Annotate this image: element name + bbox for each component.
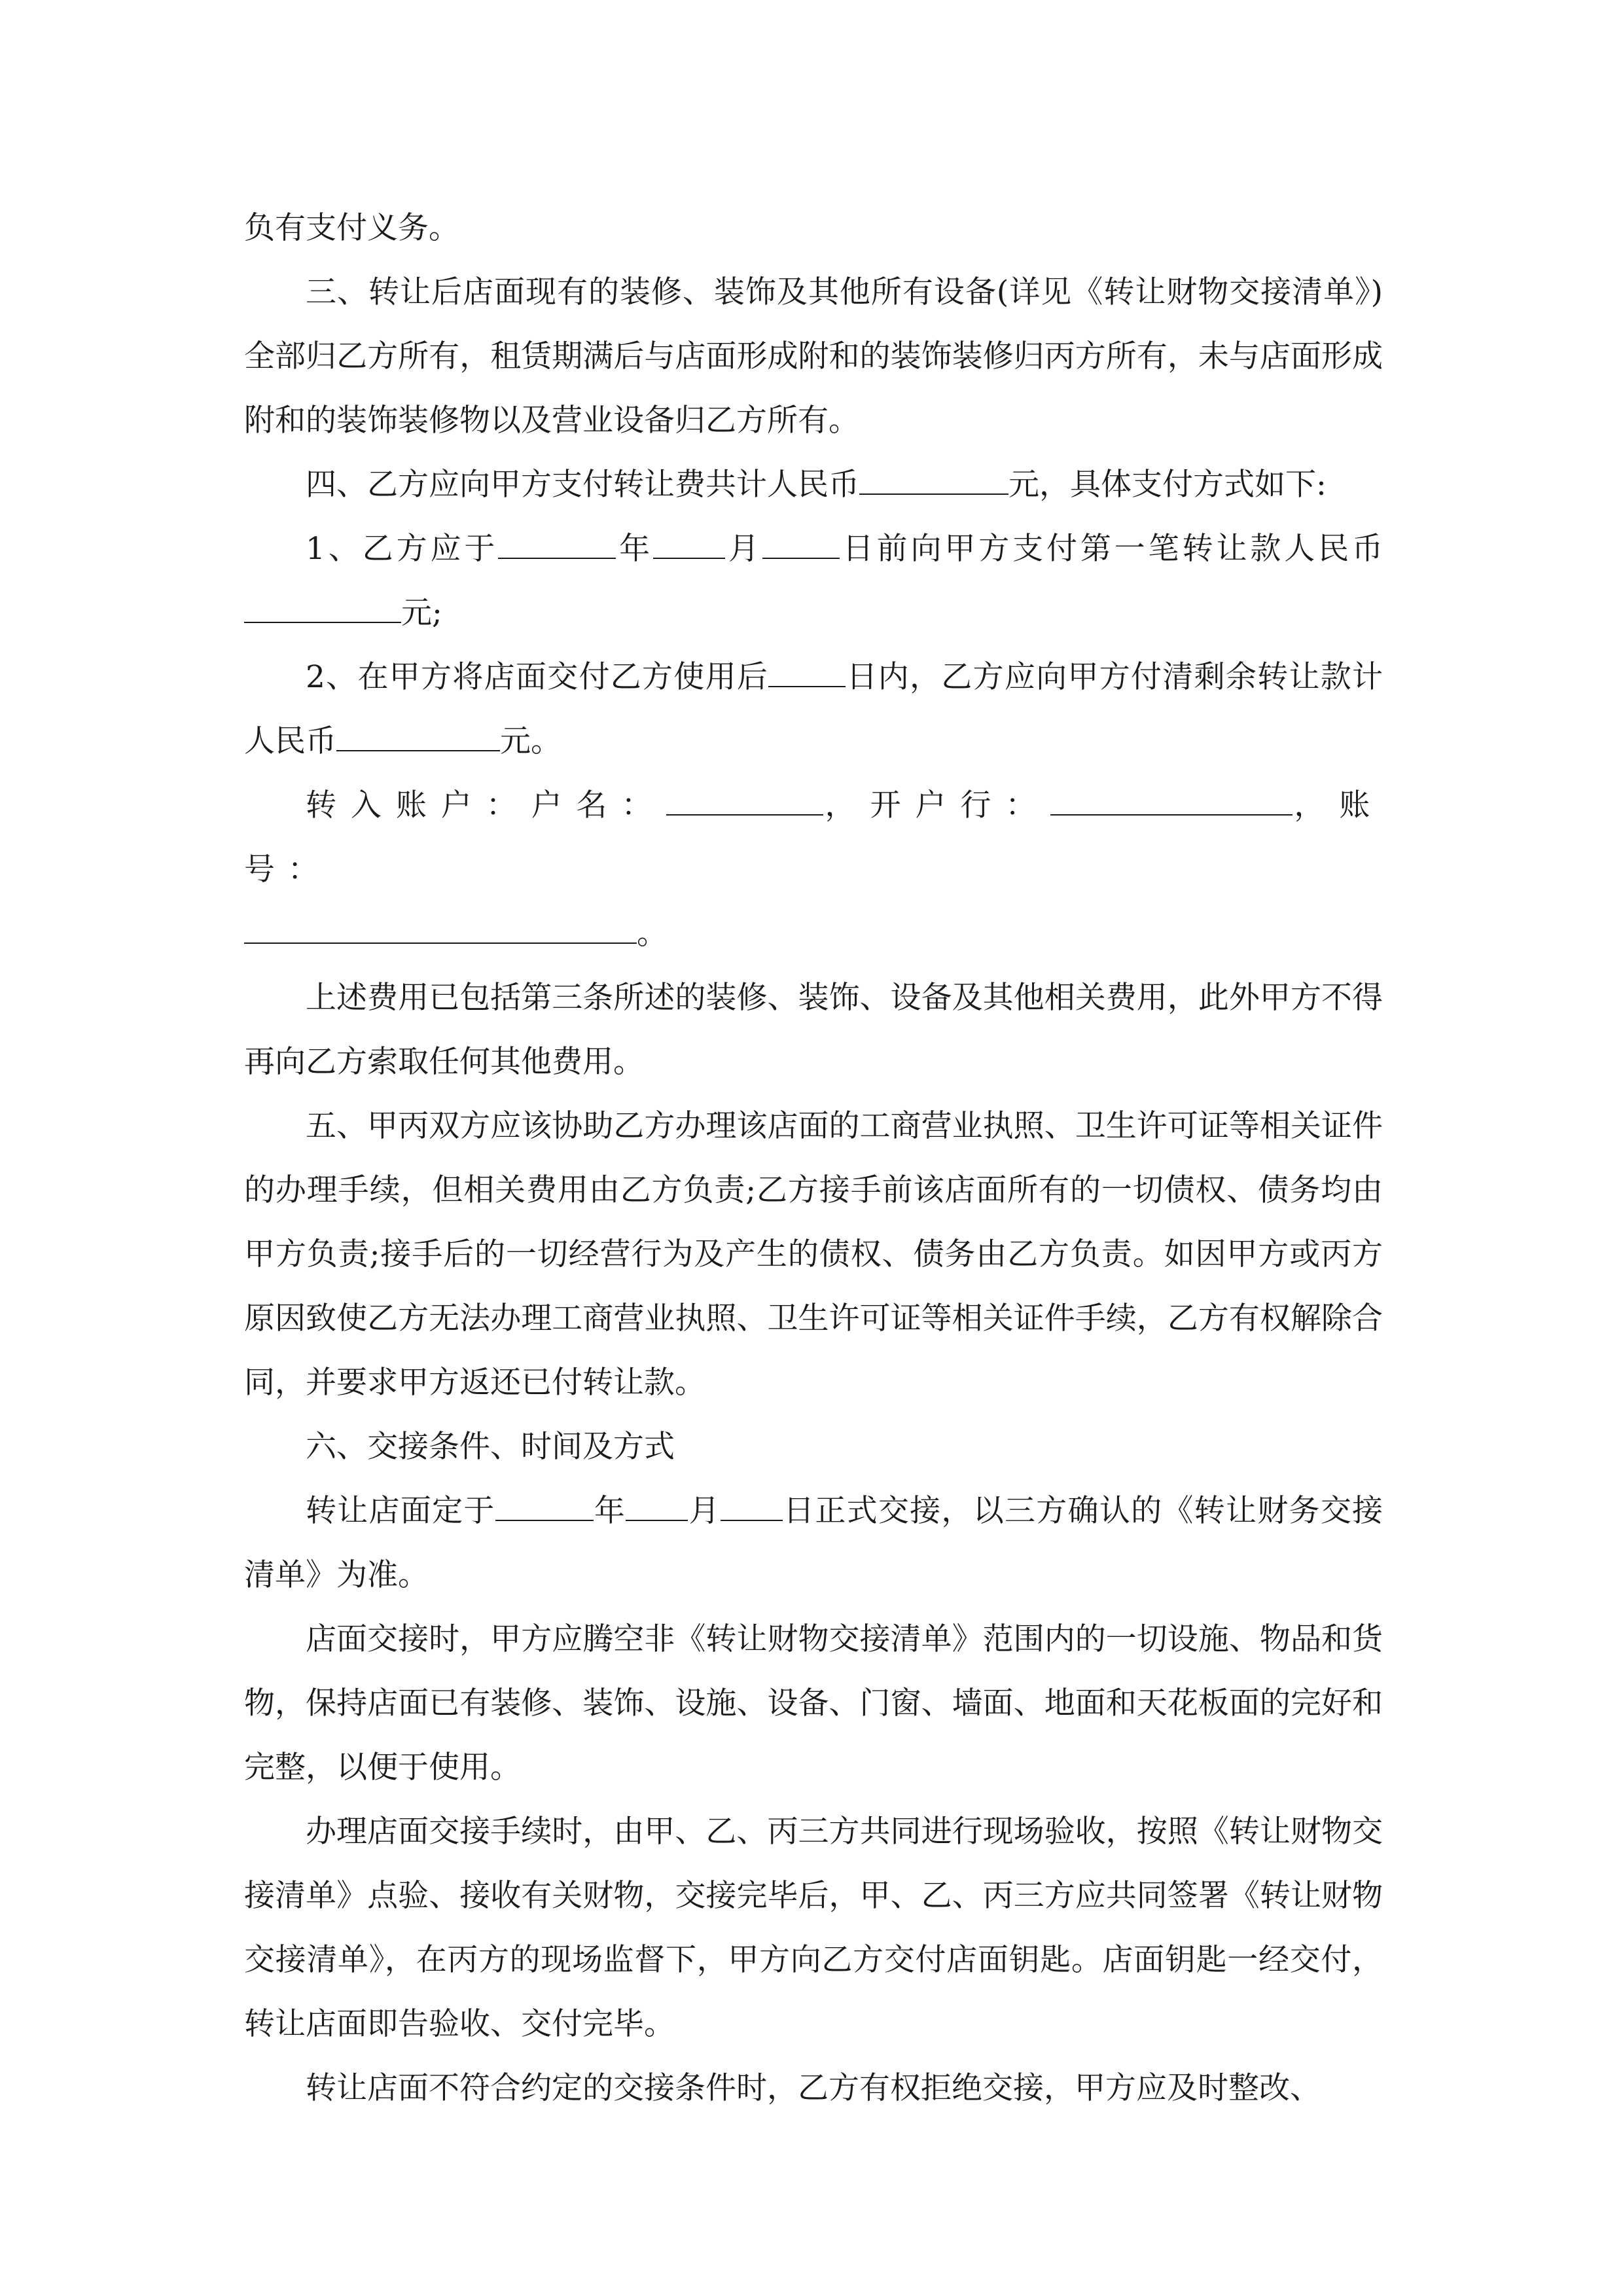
text: 三、转让后店面现有的装修、装饰及其他所有设备(详见《转让财物交接清单》)全部归乙方所有，租赁期满后与店面形成附和的装饰装修归丙方所有，未与店面形成附和的装饰装修物以及营业设备归乙方所有。 xyxy=(244,274,1383,439)
paragraph-handover-refusal xyxy=(244,2056,1383,2121)
fill-blank-remaining-amount[interactable] xyxy=(336,723,500,751)
fill-blank-month[interactable] xyxy=(653,530,725,559)
text: 负有支付义务。 xyxy=(244,210,459,246)
fill-blank-day[interactable] xyxy=(762,530,840,559)
text: 日正式交接，以三方确认的《转让财务交接清单》为准。 xyxy=(244,1493,1383,1593)
fill-blank-account-name[interactable] xyxy=(666,787,823,816)
paragraph-handover-date xyxy=(244,1479,1383,1607)
contract-body xyxy=(244,196,1383,2121)
fill-blank-account-number[interactable] xyxy=(244,915,637,944)
paragraph-payment-obligation xyxy=(244,196,1383,260)
text: 年 xyxy=(616,531,654,567)
text: 四、乙方应向甲方支付转让费共计人民币 xyxy=(306,467,859,503)
paragraph-clause-4-item-1 xyxy=(244,517,1383,645)
text: 元，具体支付方式如下: xyxy=(1008,467,1327,503)
fill-blank-handover-month[interactable] xyxy=(626,1492,688,1521)
text: 五、甲丙双方应该协助乙方办理该店面的工商营业执照、卫生许可证等相关证件的办理手续，但相关费用由乙方负责;乙方接手前该店面所有的一切债权、债务均由甲方负责;接手后的一切经营行为及产生的债权、债务由乙方负责。如因甲方或丙方原因致使乙方无法办理工商营业执照、卫生许可证等相关证件手续，乙方有权解除合同，并要求甲方返还已付转让款。 xyxy=(244,1108,1383,1401)
fill-blank-year[interactable] xyxy=(498,530,616,559)
text: 年 xyxy=(593,1493,626,1529)
text: 店面交接时，甲方应腾空非《转让财物交接清单》范围内的一切设施、物品和货物，保持店面已有装修、装饰、设施、设备、门窗、墙面、地面和天花板面的完好和完整，以便于使用。 xyxy=(244,1621,1383,1785)
fill-blank-first-payment[interactable] xyxy=(244,594,401,623)
paragraph-handover-requirements xyxy=(244,1607,1383,1800)
text: 上述费用已包括第三条所述的装修、装饰、设备及其他相关费用，此外甲方不得再向乙方索取任何其他费用。 xyxy=(244,980,1383,1080)
paragraph-handover-procedure xyxy=(244,1800,1383,2056)
paragraph-clause-4-item-2 xyxy=(244,645,1383,774)
text: 日内，乙方应向甲方付清剩余转让款计人民币 xyxy=(244,659,1383,759)
fill-blank-handover-year[interactable] xyxy=(495,1492,594,1521)
fill-blank-bank[interactable] xyxy=(1050,787,1293,816)
fill-blank-handover-day[interactable] xyxy=(721,1492,783,1521)
text: 转让店面不符合约定的交接条件时，乙方有权拒绝交接，甲方应及时整改、 xyxy=(306,2070,1321,2106)
text: 2、在甲方将店面交付乙方使用后 xyxy=(306,659,769,695)
text: 1、乙方应于 xyxy=(306,531,499,567)
text: 办理店面交接手续时，由甲、乙、丙三方共同进行现场验收，按照《转让财物交接清单》点验、接收有关财物，交接完毕后，甲、乙、丙三方应共同签署《转让财物交接清单》，在丙方的现场监督下，甲方向乙方交付店面钥匙。店面钥匙一经交付，转让店面即告验收、交付完毕。 xyxy=(244,1814,1383,2042)
text: 日前向甲方支付第一笔转让款人民币 xyxy=(839,531,1383,567)
text: ，开户行： xyxy=(823,787,1051,823)
paragraph-account-info xyxy=(244,774,1383,966)
fill-blank-days[interactable] xyxy=(768,658,846,687)
text: 月 xyxy=(688,1493,721,1529)
text: 转让店面定于 xyxy=(306,1493,495,1529)
paragraph-fee-note xyxy=(244,966,1383,1094)
text: 元; xyxy=(401,595,442,631)
text: 元。 xyxy=(500,723,562,759)
text: ，账号： xyxy=(244,787,1383,888)
paragraph-clause-5 xyxy=(244,1094,1383,1415)
paragraph-clause-4 xyxy=(244,453,1383,517)
fill-blank-amount[interactable] xyxy=(859,466,1008,495)
text: 月 xyxy=(725,531,762,567)
text: 。 xyxy=(637,916,668,952)
paragraph-clause-3 xyxy=(244,260,1383,453)
text: 转入账户：户名： xyxy=(306,787,667,823)
paragraph-clause-6-heading xyxy=(244,1415,1383,1479)
text: 六、交接条件、时间及方式 xyxy=(306,1429,675,1465)
